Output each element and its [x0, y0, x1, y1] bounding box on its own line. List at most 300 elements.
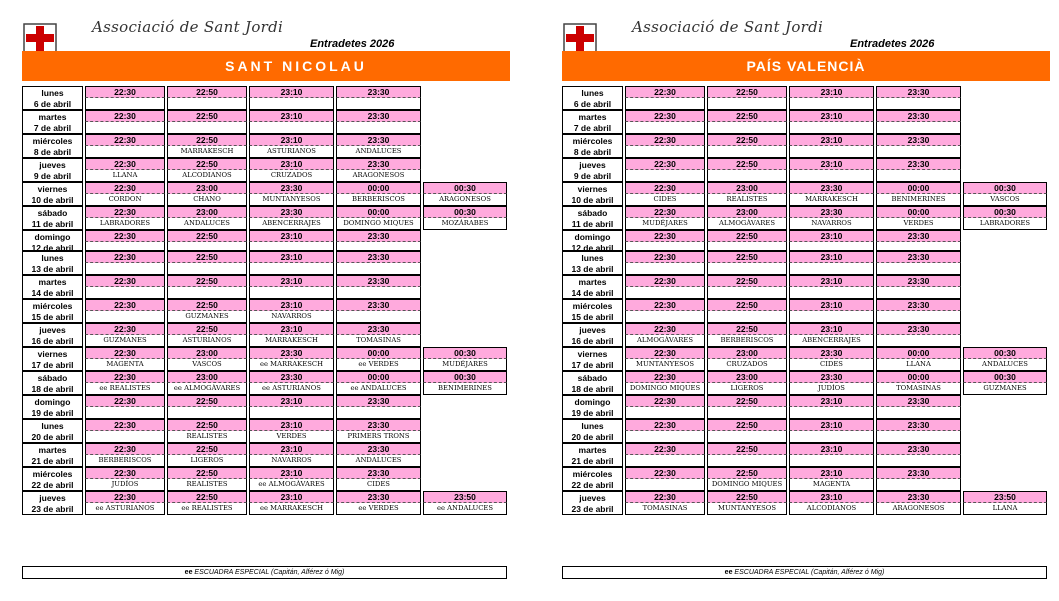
- slot-cell: [789, 230, 874, 251]
- date: 20 de abril: [571, 432, 614, 442]
- slot-cell: [625, 323, 705, 347]
- slot-comparsa: [167, 122, 247, 134]
- slot-time: 23:10: [789, 395, 874, 407]
- slot-time: 23:30: [249, 206, 334, 218]
- slot-cell: [336, 134, 421, 158]
- slot-comparsa: [167, 263, 247, 275]
- slot-cell: [167, 347, 247, 371]
- date: 6 de abril: [573, 99, 612, 109]
- slot-cell: [789, 206, 874, 230]
- weekday: viernes: [37, 349, 68, 359]
- date: 10 de abril: [571, 195, 614, 205]
- date: 14 de abril: [31, 288, 74, 298]
- schedule-row: [562, 110, 1050, 134]
- weekday: sábado: [577, 208, 608, 218]
- slot-comparsa: DOMINGO MIQUES: [336, 218, 421, 230]
- slot-comparsa: [249, 263, 334, 275]
- slot-comparsa: CHANO: [167, 194, 247, 206]
- slot-cell: [249, 467, 334, 491]
- slot-cell: [789, 110, 874, 134]
- weekday: lunes: [41, 253, 64, 263]
- slot-cell: [625, 299, 705, 323]
- slot-time: 22:30: [85, 86, 165, 98]
- slot-comparsa: MARRAKESCH: [167, 146, 247, 158]
- day-cell: [22, 371, 83, 395]
- schedule-row: [22, 158, 510, 182]
- slot-cell: [167, 110, 247, 134]
- day-cell: [562, 230, 623, 251]
- slot-comparsa: ALMOGÀVARES: [625, 335, 705, 347]
- slot-cell: [707, 182, 787, 206]
- slot-time: 22:30: [625, 251, 705, 263]
- day-cell: [22, 275, 83, 299]
- slot-time: 23:10: [789, 491, 874, 503]
- slot-comparsa: ANDALUCES: [963, 359, 1047, 371]
- slot-comparsa: [167, 407, 247, 419]
- day-cell: [22, 110, 83, 134]
- slot-comparsa: [707, 170, 787, 182]
- slot-time: 22:30: [85, 110, 165, 122]
- day-cell: [22, 347, 83, 371]
- day-cell: [562, 134, 623, 158]
- slot-comparsa: GUZMANES: [963, 383, 1047, 395]
- slot-comparsa: [625, 263, 705, 275]
- slot-cell: [85, 371, 165, 395]
- slot-cell: [423, 347, 507, 371]
- day-cell: [562, 467, 623, 491]
- legend-text: ESCUADRA ESPECIAL (Capitán, Alférez ó Mig): [194, 569, 345, 576]
- slot-comparsa: ARAGONESOS: [336, 170, 421, 182]
- slot-time: 23:30: [336, 491, 421, 503]
- slot-time: 22:30: [85, 443, 165, 455]
- slot-comparsa: NAVARROS: [789, 218, 874, 230]
- slot-cell: [249, 323, 334, 347]
- slot-comparsa: LLANA: [85, 170, 165, 182]
- slot-comparsa: [707, 407, 787, 419]
- slot-cell: [625, 86, 705, 110]
- slot-cell: [707, 467, 787, 491]
- slot-comparsa: ANDALUCES: [336, 455, 421, 467]
- day-cell: [562, 86, 623, 110]
- slot-cell: [249, 347, 334, 371]
- slot-comparsa: [249, 287, 334, 299]
- slot-time: 00:00: [876, 206, 961, 218]
- slot-comparsa: LLANA: [963, 503, 1047, 515]
- slot-time: 23:00: [707, 182, 787, 194]
- schedule-sheet-pais-valencia: [562, 0, 1050, 601]
- day-cell: [22, 323, 83, 347]
- slot-comparsa: ABENCERRAJES: [249, 218, 334, 230]
- slot-time: 23:30: [876, 251, 961, 263]
- slot-time: 22:50: [707, 323, 787, 335]
- slot-comparsa: LABRADORES: [963, 218, 1047, 230]
- slot-time: 00:00: [336, 206, 421, 218]
- date: 6 de abril: [33, 99, 72, 109]
- slot-comparsa: [625, 407, 705, 419]
- slot-time: 22:30: [625, 299, 705, 311]
- schedule-row: [22, 299, 510, 323]
- weekday: jueves: [579, 325, 606, 335]
- day-cell: [562, 443, 623, 467]
- slot-time: 23:10: [789, 110, 874, 122]
- slot-comparsa: ANDALUCES: [336, 146, 421, 158]
- slot-cell: [876, 443, 961, 467]
- slot-time: 23:30: [336, 299, 421, 311]
- slot-comparsa: ee MARRAKESCH: [249, 503, 334, 515]
- slot-comparsa: [85, 263, 165, 275]
- slot-cell: [707, 158, 787, 182]
- weekday: martes: [578, 445, 607, 455]
- slot-time: 23:30: [876, 467, 961, 479]
- slot-cell: [707, 395, 787, 419]
- schedule-row: [562, 158, 1050, 182]
- slot-cell: [85, 347, 165, 371]
- slot-cell: [167, 371, 247, 395]
- slot-cell: [85, 134, 165, 158]
- slot-time: 23:30: [876, 275, 961, 287]
- slot-comparsa: [789, 170, 874, 182]
- slot-time: 22:50: [707, 275, 787, 287]
- slot-comparsa: [707, 146, 787, 158]
- slot-comparsa: NAVARROS: [249, 455, 334, 467]
- slot-cell: [336, 371, 421, 395]
- slot-cell: [167, 86, 247, 110]
- slot-comparsa: ee MARRAKESCH: [249, 359, 334, 371]
- weekday: miércoles: [572, 469, 613, 479]
- slot-time: 22:30: [625, 347, 705, 359]
- association-name: Associació de Sant Jordi: [92, 18, 284, 36]
- weekday: lunes: [41, 421, 64, 431]
- slot-time: 23:10: [789, 158, 874, 170]
- weekday: lunes: [581, 253, 604, 263]
- slot-cell: [249, 443, 334, 467]
- slot-time: 23:30: [876, 443, 961, 455]
- slot-cell: [336, 230, 421, 251]
- slot-comparsa: VASCOS: [167, 359, 247, 371]
- slot-time: 22:30: [625, 395, 705, 407]
- slot-time: 22:30: [625, 134, 705, 146]
- slot-cell: [85, 206, 165, 230]
- slot-comparsa: ALCODIANOS: [789, 503, 874, 515]
- slot-comparsa: JUDÍOS: [85, 479, 165, 491]
- slot-comparsa: [876, 242, 961, 251]
- slot-cell: [707, 206, 787, 230]
- slot-comparsa: MAGENTA: [789, 479, 874, 491]
- slot-time: 22:30: [625, 182, 705, 194]
- slot-cell: [789, 299, 874, 323]
- slot-comparsa: BERBERISCOS: [336, 194, 421, 206]
- slot-time: 23:30: [336, 251, 421, 263]
- slot-cell: [625, 443, 705, 467]
- date: 12 de abril: [571, 243, 614, 251]
- slot-time: 22:50: [167, 86, 247, 98]
- slot-comparsa: LLANA: [876, 359, 961, 371]
- slot-cell: [707, 230, 787, 251]
- slot-time: 23:30: [789, 347, 874, 359]
- schedule-row: [562, 275, 1050, 299]
- date: 13 de abril: [31, 264, 74, 274]
- slot-cell: [876, 86, 961, 110]
- slot-time: 00:00: [336, 347, 421, 359]
- slot-comparsa: ee ANDALUCES: [423, 503, 507, 515]
- slot-comparsa: [876, 431, 961, 443]
- weekday: martes: [38, 112, 67, 122]
- slot-comparsa: [625, 479, 705, 491]
- slot-cell: [707, 347, 787, 371]
- slot-cell: [707, 134, 787, 158]
- slot-comparsa: ANDALUCES: [167, 218, 247, 230]
- slot-cell: [167, 323, 247, 347]
- slot-comparsa: [876, 170, 961, 182]
- slot-time: 22:30: [625, 275, 705, 287]
- slot-cell: [167, 395, 247, 419]
- slot-cell: [85, 443, 165, 467]
- slot-comparsa: REALISTES: [167, 431, 247, 443]
- slot-time: 00:00: [336, 182, 421, 194]
- slot-cell: [85, 251, 165, 275]
- slot-comparsa: [876, 407, 961, 419]
- date: 18 de abril: [31, 384, 74, 394]
- slot-time: 22:30: [625, 230, 705, 242]
- slot-comparsa: ee VERDES: [336, 503, 421, 515]
- slot-comparsa: CORDON: [85, 194, 165, 206]
- weekday: miércoles: [32, 301, 73, 311]
- schedule-sheet-sant-nicolau: [22, 0, 510, 601]
- slot-cell: [963, 371, 1047, 395]
- slot-time: 22:50: [707, 299, 787, 311]
- slot-cell: [789, 134, 874, 158]
- slot-time: 22:30: [625, 467, 705, 479]
- slot-cell: [249, 299, 334, 323]
- weekday: domingo: [34, 397, 71, 407]
- slot-time: 23:10: [789, 134, 874, 146]
- slot-cell: [85, 491, 165, 515]
- slot-cell: [423, 182, 507, 206]
- legend-text: ESCUADRA ESPECIAL (Capitán, Alférez ó Mig): [734, 569, 885, 576]
- day-cell: [562, 110, 623, 134]
- slot-cell: [625, 491, 705, 515]
- slot-time: 22:30: [625, 110, 705, 122]
- slot-time: 22:30: [85, 419, 165, 431]
- day-cell: [562, 299, 623, 323]
- schedule-row: [562, 86, 1050, 110]
- weekday: jueves: [39, 325, 66, 335]
- slot-comparsa: [876, 455, 961, 467]
- slot-cell: [85, 323, 165, 347]
- slot-time: 23:00: [167, 206, 247, 218]
- slot-time: 23:30: [876, 419, 961, 431]
- slot-cell: [249, 251, 334, 275]
- slot-cell: [85, 230, 165, 251]
- slot-comparsa: MUNTANYESOS: [249, 194, 334, 206]
- slot-cell: [85, 395, 165, 419]
- slot-time: 23:30: [336, 395, 421, 407]
- slot-cell: [249, 86, 334, 110]
- slot-cell: [963, 347, 1047, 371]
- slot-comparsa: [336, 287, 421, 299]
- day-cell: [562, 419, 623, 443]
- slot-comparsa: ARAGONESOS: [876, 503, 961, 515]
- slot-cell: [876, 110, 961, 134]
- slot-time: 22:50: [707, 134, 787, 146]
- slot-comparsa: VERDES: [249, 431, 334, 443]
- slot-cell: [85, 299, 165, 323]
- slot-cell: [625, 158, 705, 182]
- slot-comparsa: VASCOS: [963, 194, 1047, 206]
- slot-time: 22:50: [167, 299, 247, 311]
- slot-time: 00:30: [963, 206, 1047, 218]
- slot-time: 22:30: [85, 275, 165, 287]
- slot-time: 23:10: [249, 443, 334, 455]
- slot-comparsa: [876, 287, 961, 299]
- slot-time: 22:30: [85, 134, 165, 146]
- district-name: SANT NICOLAU: [225, 58, 367, 74]
- slot-cell: [625, 230, 705, 251]
- schedule-row: [22, 323, 510, 347]
- day-cell: [22, 467, 83, 491]
- weekday: martes: [38, 277, 67, 287]
- slot-comparsa: [789, 146, 874, 158]
- slot-time: 22:30: [625, 86, 705, 98]
- slot-time: 23:10: [249, 251, 334, 263]
- slot-comparsa: [625, 455, 705, 467]
- weekday: jueves: [579, 160, 606, 170]
- slot-comparsa: REALISTES: [707, 194, 787, 206]
- slot-comparsa: [707, 242, 787, 251]
- slot-time: 23:30: [876, 86, 961, 98]
- day-cell: [22, 443, 83, 467]
- association-name: Associació de Sant Jordi: [632, 18, 824, 36]
- slot-cell: [167, 251, 247, 275]
- slot-time: 23:50: [423, 491, 507, 503]
- slot-comparsa: [876, 122, 961, 134]
- slot-comparsa: [625, 170, 705, 182]
- slot-time: 23:30: [336, 110, 421, 122]
- date: 8 de abril: [33, 147, 72, 157]
- slot-time: 23:30: [876, 230, 961, 242]
- slot-comparsa: [336, 263, 421, 275]
- slot-cell: [707, 110, 787, 134]
- slot-cell: [625, 347, 705, 371]
- slot-cell: [876, 251, 961, 275]
- schedule-row: [562, 347, 1050, 371]
- day-cell: [22, 491, 83, 515]
- slot-time: 22:30: [85, 491, 165, 503]
- legend-footer: [562, 566, 1047, 579]
- schedule-row: [22, 419, 510, 443]
- slot-comparsa: TOMASINAS: [625, 503, 705, 515]
- date: 21 de abril: [31, 456, 74, 466]
- slot-comparsa: TOMASINAS: [336, 335, 421, 347]
- slot-comparsa: [789, 407, 874, 419]
- day-cell: [22, 206, 83, 230]
- slot-cell: [336, 491, 421, 515]
- slot-comparsa: [85, 122, 165, 134]
- slot-comparsa: [85, 287, 165, 299]
- slot-time: 23:30: [336, 158, 421, 170]
- slot-cell: [249, 158, 334, 182]
- slot-comparsa: ASTURIANOS: [249, 146, 334, 158]
- slot-time: 23:10: [249, 86, 334, 98]
- slot-comparsa: [85, 242, 165, 251]
- slot-cell: [249, 230, 334, 251]
- date: 23 de abril: [571, 504, 614, 514]
- slot-cell: [876, 491, 961, 515]
- slot-comparsa: ee REALISTES: [167, 503, 247, 515]
- slot-time: 22:30: [625, 206, 705, 218]
- slot-comparsa: LIGEROS: [167, 455, 247, 467]
- slot-time: 22:30: [85, 299, 165, 311]
- day-cell: [22, 230, 83, 251]
- slot-cell: [876, 206, 961, 230]
- slot-time: 23:10: [789, 443, 874, 455]
- slot-time: 22:30: [85, 347, 165, 359]
- day-cell: [22, 395, 83, 419]
- date: 7 de abril: [33, 123, 72, 133]
- slot-time: 23:10: [789, 275, 874, 287]
- slot-time: 22:30: [85, 467, 165, 479]
- slot-comparsa: [789, 455, 874, 467]
- slot-cell: [876, 467, 961, 491]
- slot-comparsa: DOMINGO MIQUES: [625, 383, 705, 395]
- slot-cell: [336, 206, 421, 230]
- slot-cell: [336, 251, 421, 275]
- slot-time: 22:50: [167, 275, 247, 287]
- slot-comparsa: [85, 98, 165, 110]
- weekday: domingo: [574, 397, 611, 407]
- slot-comparsa: ABENCERRAJES: [789, 335, 874, 347]
- slot-cell: [625, 371, 705, 395]
- schedule-row: [562, 491, 1050, 515]
- slot-time: 22:30: [85, 230, 165, 242]
- slot-time: 22:50: [167, 134, 247, 146]
- slot-time: 22:50: [707, 491, 787, 503]
- date: 23 de abril: [31, 504, 74, 514]
- slot-cell: [336, 158, 421, 182]
- slot-cell: [789, 443, 874, 467]
- schedule-row: [562, 443, 1050, 467]
- slot-cell: [707, 371, 787, 395]
- schedule-row: [562, 251, 1050, 275]
- slot-cell: [249, 491, 334, 515]
- slot-cell: [167, 134, 247, 158]
- slot-time: 00:30: [423, 347, 507, 359]
- slot-comparsa: [707, 431, 787, 443]
- schedule-table: [22, 86, 510, 515]
- slot-time: 23:00: [167, 347, 247, 359]
- slot-comparsa: CIDES: [336, 479, 421, 491]
- slot-cell: [707, 323, 787, 347]
- slot-comparsa: [167, 98, 247, 110]
- slot-cell: [336, 86, 421, 110]
- slot-comparsa: [625, 98, 705, 110]
- slot-comparsa: [876, 263, 961, 275]
- slot-cell: [249, 110, 334, 134]
- slot-time: 23:10: [789, 299, 874, 311]
- slot-comparsa: [85, 431, 165, 443]
- schedule-row: [22, 251, 510, 275]
- slot-cell: [167, 299, 247, 323]
- schedule-row: [562, 419, 1050, 443]
- slot-time: 23:10: [789, 467, 874, 479]
- slot-comparsa: [707, 98, 787, 110]
- slot-comparsa: [707, 122, 787, 134]
- slot-comparsa: MAGENTA: [85, 359, 165, 371]
- slot-cell: [167, 230, 247, 251]
- slot-cell: [423, 206, 507, 230]
- slot-time: 22:30: [625, 323, 705, 335]
- slot-comparsa: ee ASTURIANOS: [85, 503, 165, 515]
